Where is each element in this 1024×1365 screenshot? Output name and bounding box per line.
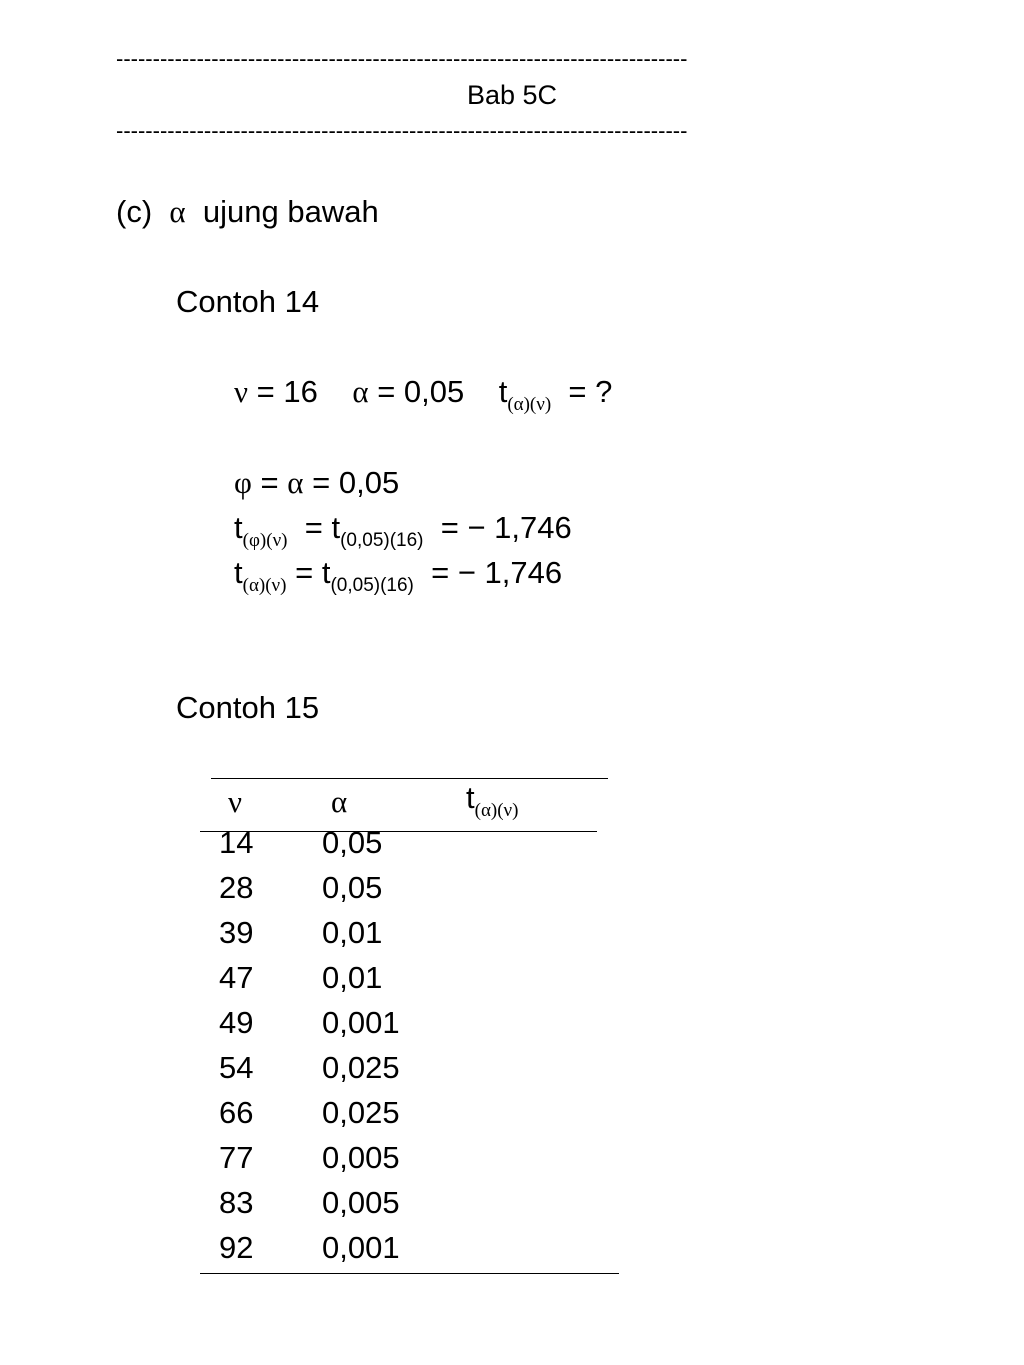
alpha-symbol: α (169, 194, 186, 229)
section-text: ujung bawah (202, 194, 379, 229)
table-cell-alpha: 0,05 (322, 825, 383, 860)
phi-symbol: φ (234, 465, 252, 500)
example-14-given (234, 374, 613, 415)
column-header-alpha: α (331, 784, 348, 819)
t-symbol: t (498, 374, 508, 409)
table-cell-nu: 47 (219, 960, 254, 995)
table-cell-nu: 49 (219, 1005, 254, 1040)
t-phi-equation (234, 510, 572, 551)
table-cell-alpha: 0,001 (322, 1005, 400, 1040)
t-question: = ? (568, 374, 613, 409)
table-cell-nu: 28 (219, 870, 254, 905)
column-header-t (466, 780, 519, 821)
equals-t: = t (304, 510, 341, 545)
t-result: = − 1,746 (431, 555, 563, 590)
equals: = (260, 465, 279, 500)
t-result: = − 1,746 (440, 510, 572, 545)
section-heading (116, 194, 379, 230)
t-alpha-equation (234, 555, 563, 596)
t-subscript: (α)(ν) (507, 394, 552, 415)
page-header-title: Bab 5C (466, 80, 558, 110)
nu-symbol: ν (234, 374, 249, 409)
equals-t: = t (295, 555, 331, 590)
table-cell-alpha: 0,001 (322, 1230, 400, 1265)
table-cell-alpha: 0,05 (322, 870, 383, 905)
table-cell-nu: 92 (219, 1230, 254, 1265)
phi-value: = 0,05 (312, 465, 400, 500)
t-symbol: t (234, 510, 243, 545)
table-cell-nu: 39 (219, 915, 254, 950)
alpha-symbol: α (352, 374, 369, 409)
phi-equation (234, 465, 399, 501)
table-cell-alpha: 0,025 (322, 1050, 400, 1085)
table-cell-nu: 54 (219, 1050, 254, 1085)
header-dash-bottom: ------------------------------------------------------------------------------ (116, 120, 688, 142)
t-subscript: (α)(ν) (474, 800, 519, 821)
table-cell-alpha: 0,005 (322, 1185, 400, 1220)
table-cell-alpha: 0,01 (322, 960, 383, 995)
t-symbol: t (466, 780, 475, 815)
t-symbol: t (234, 555, 243, 590)
example-14-title: Contoh 14 (176, 284, 320, 319)
column-header-nu: ν (228, 784, 243, 819)
example-15-title: Contoh 15 (176, 690, 320, 725)
t-subscript: (φ)(ν) (242, 530, 288, 551)
nu-value: = 16 (256, 374, 318, 409)
table-header-rule (200, 831, 597, 832)
t-subscript-values: (0,05)(16) (340, 530, 424, 551)
table-cell-nu: 83 (219, 1185, 254, 1220)
table-cell-alpha: 0,005 (322, 1140, 400, 1175)
t-subscript-values: (0,05)(16) (330, 575, 414, 596)
table-cell-nu: 77 (219, 1140, 254, 1175)
section-label: (c) (116, 194, 153, 229)
header-dash-top: ------------------------------------------------------------------------------ (116, 48, 688, 70)
alpha-value: = 0,05 (377, 374, 465, 409)
table-cell-nu: 14 (219, 825, 254, 860)
table-cell-alpha: 0,01 (322, 915, 383, 950)
alpha-symbol: α (287, 465, 304, 500)
table-top-rule (211, 778, 608, 779)
table-cell-nu: 66 (219, 1095, 254, 1130)
t-subscript: (α)(ν) (242, 575, 287, 596)
table-cell-alpha: 0,025 (322, 1095, 400, 1130)
table-bottom-rule (200, 1273, 619, 1274)
